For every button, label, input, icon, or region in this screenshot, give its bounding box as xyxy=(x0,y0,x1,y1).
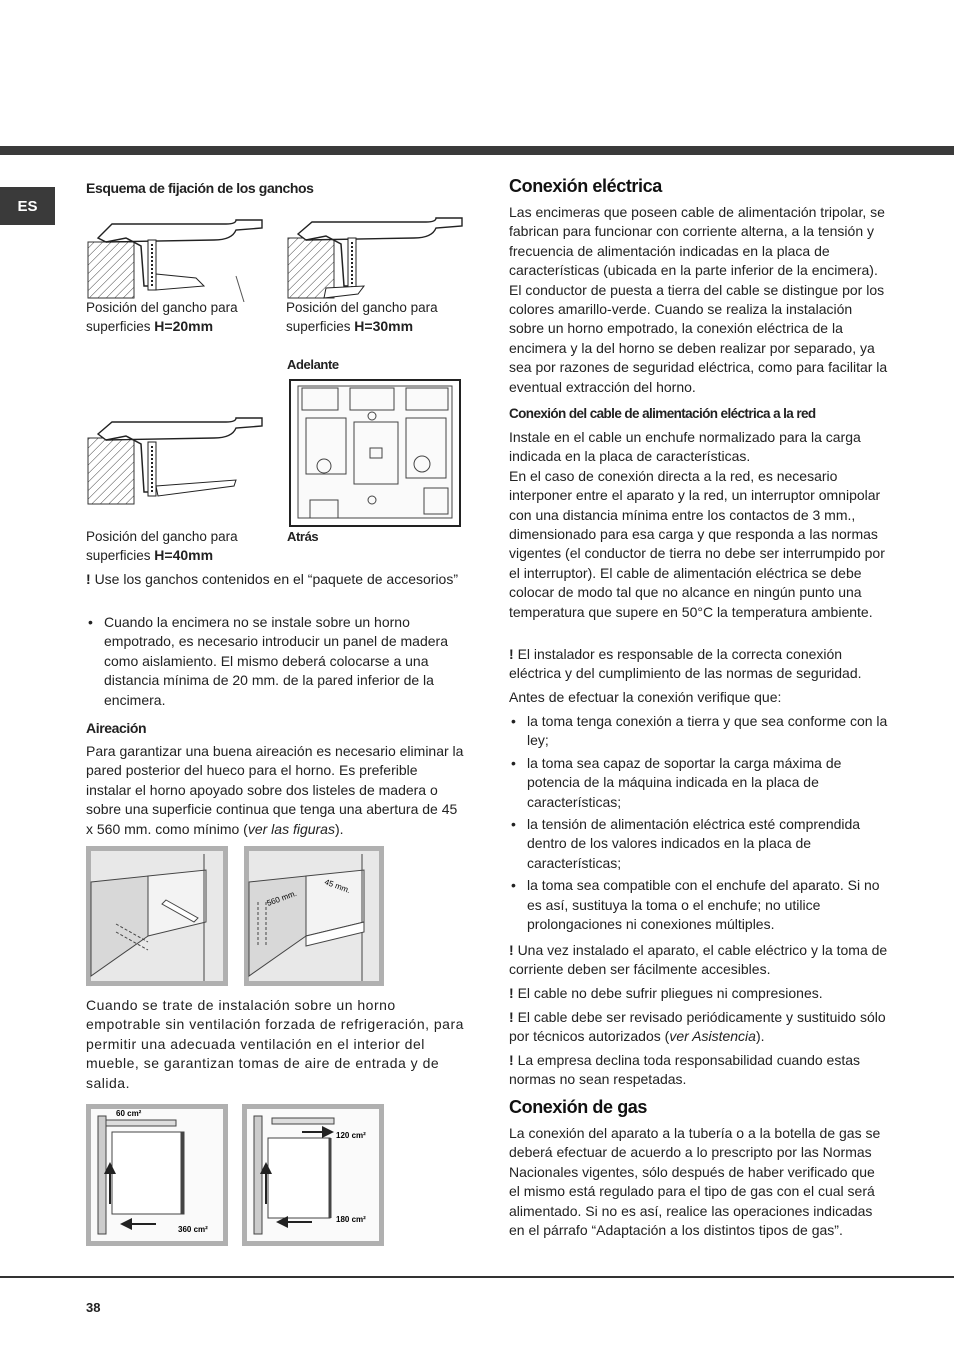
hook-diagram-30mm xyxy=(286,216,464,302)
cable-connection-text: Instale en el cable un enchufe normalizado para la carga indicada en la placa de características. En el caso de conexión directa a la red, es necesario interponer entre el aparato y la red, un interruptor omnipolar con una distancia mínima entre los contactos de 3 mm., dimensionado para esa carga y que responda a las normas vigentes (el conductor de tierra no debe ser interrumpido por el interruptor). El cable de alimentación eléctrica se debe colocar de modo tal que no alcance en ningún punto una temperatura que supere en 50°C la temperatura ambiente. xyxy=(509,429,885,620)
cable-connection-heading: Conexión del cable de alimentación eléctrica a la red xyxy=(509,406,816,421)
cabinet-opening-figure xyxy=(244,846,384,986)
check-cable-note: ! El cable debe ser revisado periódicamente y sustituido sólo por técnicos autorizados (ver Asistencia). xyxy=(509,1009,886,1045)
check-item-voltage: • la tensión de alimentación eléctrica esté comprendida dentro de los valores indicados en la placa de características; xyxy=(509,815,889,873)
cabinet-slats-figure xyxy=(86,846,228,986)
air-intake-figure-2 xyxy=(242,1104,384,1246)
ventilation-heading: Aireación xyxy=(86,720,147,736)
hook-diagram-20mm xyxy=(86,216,266,302)
page-number: 38 xyxy=(86,1300,101,1315)
installer-note: ! El instalador es responsable de la correcta conexión eléctrica y del cumplimiento de las normas de seguridad. xyxy=(509,646,862,682)
connection-checklist xyxy=(509,712,889,934)
back-label: Atrás xyxy=(287,529,319,544)
oven-ventilation-text: Cuando se trate de instalación sobre un horno empotrable sin ventilación forzada de refrigeración, para permitir una adecuada ventilación en el interior del mueble, se garantizan tomas de aire de entrada y de salida. xyxy=(86,997,464,1091)
hooks-note: ! Use los ganchos contenidos en el “paquete de accesorios” xyxy=(86,571,459,587)
panel-bullet-list xyxy=(86,613,466,710)
front-label: Adelante xyxy=(287,357,339,372)
electrical-connection-text: Las encimeras que poseen cable de alimentación tripolar, se fabrican para funcionar con corriente alterna, a la tensión y frecuencia de alimentación indicadas en la placa de características (ubicada en la parte inferior de la encimera). El conductor de puesta a tierra del cable se distingue por los colores amarillo-verde. Cuando se realiza la instalación sobre un horno empotrado, la conexión eléctrica de la encimera y la del horno se deben realizar por separado, ya sea por razones de seguridad eléctrica, como para facilitar la eventual extracción del horno. xyxy=(509,204,888,395)
dimension-560mm: 560 mm. xyxy=(265,888,298,908)
gas-connection-text: La conexión del aparato a la tubería o a la botella de gas se deberá efectuar de acuerdo a lo prescripto por las Normas Nacionales vigentes, sólo después de haber verificado que el mismo está regulado para el tipo de gas con el cual será alimentado. Si no es así, realice las operaciones indicadas en el párrafo “Adaptación a los distintos tipos de gas”. xyxy=(509,1125,881,1239)
header-bar xyxy=(0,146,954,155)
hook-diagram-40mm xyxy=(86,416,266,508)
before-connection-text: Antes de efectuar la conexión verifique que: xyxy=(509,689,782,705)
footer-rule xyxy=(0,1276,954,1278)
ventilation-text: Para garantizar una buena aireación es necesario eliminar la pared posterior del hueco para el horno. Es preferible instalar el horno apoyado sobre dos listeles de madera o sobre una superficie continua que tenga una abertura de 45 x 560 mm. como mínimo (ver las figuras). xyxy=(86,743,464,837)
check-item-plug: • la toma sea compatible con el enchufe del aparato. Si no es así, sustituya la toma o el enchufe; no utilice prolongaciones ni conexiones múltiples. xyxy=(509,876,889,934)
panel-bullet: • Cuando la encimera no se instale sobre un horno empotrado, es necesario introducir un panel de madera como aislamiento. El mismo deberá colocarse a una distancia mínima de 20 mm. de la pared inferior de la encimera. xyxy=(86,613,466,710)
air-outlet-60: 60 cm² xyxy=(116,1109,142,1118)
hook-caption-40mm: Posición del gancho para superficies H=40mm xyxy=(86,529,238,563)
air-outlet-120: 120 cm² xyxy=(336,1131,366,1140)
company-note: ! La empresa declina toda responsabilidad cuando estas normas no sean respetadas. xyxy=(509,1052,861,1088)
air-inlet-360: 360 cm² xyxy=(178,1225,208,1234)
air-inlet-180: 180 cm² xyxy=(336,1215,366,1224)
hooks-heading: Esquema de fijación de los ganchos xyxy=(86,180,314,196)
check-item-grounding: • la toma tenga conexión a tierra y que sea conforme con la ley; xyxy=(509,712,889,751)
hook-caption-30mm: Posición del gancho para superficies H=30mm xyxy=(286,300,438,334)
access-note: ! Una vez instalado el aparato, el cable eléctrico y la toma de corriente deben ser fácilmente accesibles. xyxy=(509,942,888,978)
hook-caption-20mm: Posición del gancho para superficies H=20mm xyxy=(86,300,238,334)
air-intake-figure-1 xyxy=(86,1104,228,1246)
gas-connection-title: Conexión de gas xyxy=(509,1097,648,1117)
dimension-45mm: 45 mm. xyxy=(323,877,352,896)
fold-note: ! El cable no debe sufrir pliegues ni compresiones. xyxy=(509,985,823,1001)
electrical-connection-title: Conexión eléctrica xyxy=(509,176,662,196)
language-code: ES xyxy=(17,197,38,215)
hob-underside-diagram xyxy=(288,378,462,528)
language-tab xyxy=(0,187,55,225)
check-item-load: • la toma sea capaz de soportar la carga máxima de potencia de la máquina indicada en la placa de características; xyxy=(509,754,889,812)
